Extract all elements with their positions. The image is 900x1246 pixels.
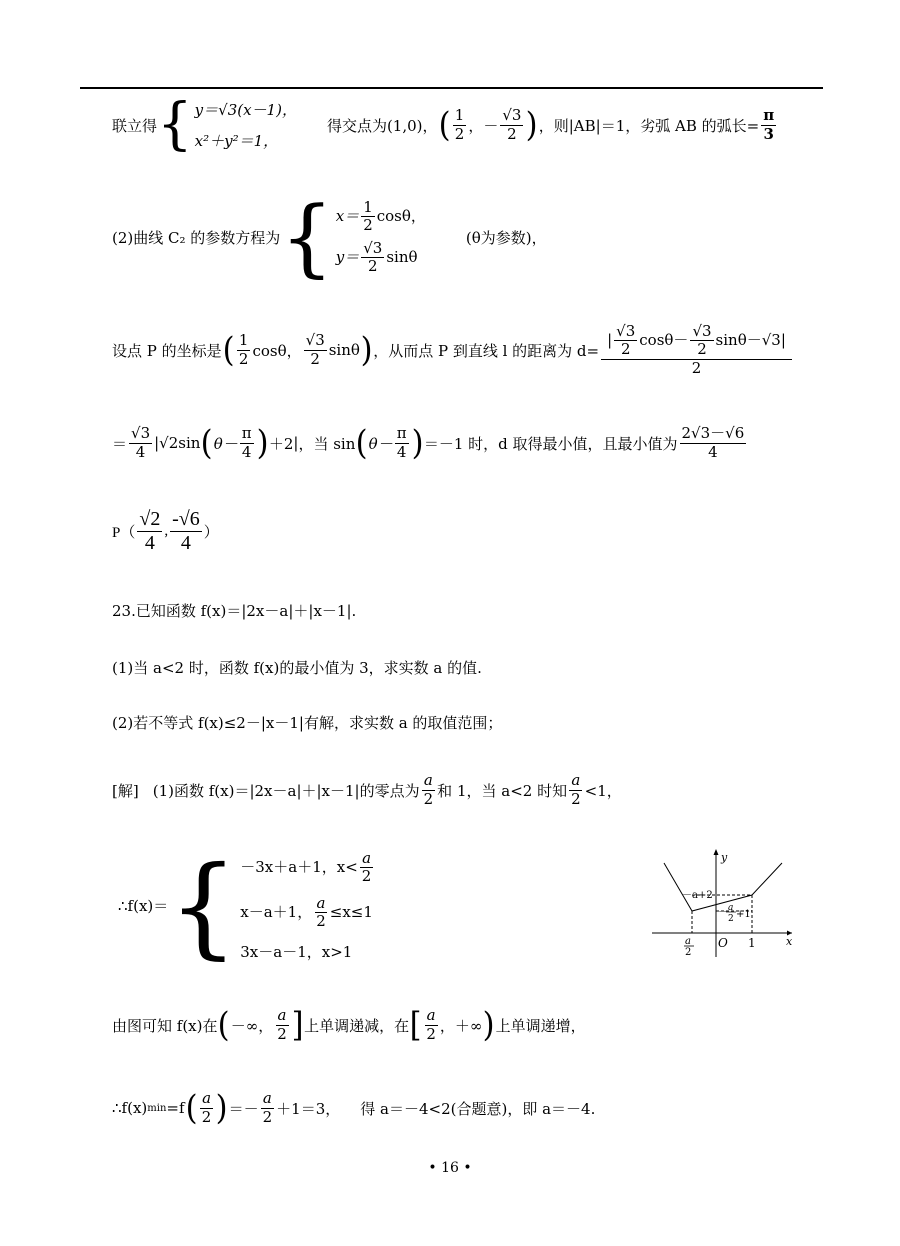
point-x: $\frac{1}{2}$ — [454, 106, 465, 143]
svg-text:1: 1 — [748, 936, 756, 950]
circle-equation: x²＋y²＝1， — [194, 132, 279, 150]
point-p-result: P（ $\frac{√2}{4}$ , $\frac{-√6}{4}$ ） — [112, 507, 219, 554]
system-equations: { y＝√3(x－1)， x²＋y²＝1， — [157, 92, 297, 157]
svg-text:a: a — [728, 903, 734, 913]
svg-text:+1: +1 — [736, 909, 751, 920]
arc-length: $\frac{\pi}{3}$ — [763, 106, 775, 143]
min-condition-text: ＝－1 时，d 取得最小值，且最小值为 — [423, 434, 678, 453]
monotonic-line: 由图可知 f(x)在 ( －∞， $\frac{a}{2}$ ] 上单调递减，在 [ $\frac{a}{2}$ ，＋∞ ) 上单调递增， — [112, 1005, 586, 1045]
solution-tag: [解] — [112, 781, 139, 800]
param-system: { x＝ $\frac{1}{2}$ cosθ， y＝ $\frac{√3}{2}$ sinθ — [280, 188, 426, 286]
problem-23-part2: (2)若不等式 f(x)≤2－|x－1|有解，求实数 a 的取值范围； — [112, 714, 503, 732]
piecewise-function: ∴f(x)＝ { －3x＋a＋1，x< $\frac{a}{2}$ x－a＋1， $\frac{a}{2}$ ≤x≤1 3x－a－1，x>1 — [118, 841, 373, 970]
problem-23-part1: (1)当 a<2 时，函数 f(x)的最小值为 3，求实数 a 的值. — [112, 659, 482, 677]
svg-text:O: O — [718, 936, 728, 950]
graph-curve — [664, 863, 782, 911]
point-p-label: 设点 P 的坐标是 — [112, 341, 222, 360]
problem-23: 23.已知函数 f(x)＝|2x－a|＋|x－1|. — [112, 602, 357, 620]
svg-text:2: 2 — [685, 947, 692, 958]
page-number: • 16 • — [428, 1160, 472, 1176]
svg-text:x: x — [786, 935, 793, 948]
svg-text:y: y — [721, 851, 728, 864]
param-eq-line — [112, 188, 547, 286]
intersection-line: 联立得 { y＝√3(x－1)， x²＋y²＝1， 得交点为(1,0)， ( $\frac{1}{2}$ ， － $\frac{√3}{2}$ ) ，则|AB|＝1，劣弧 AB 的弧长= $\frac{\pi}{3}$ — [112, 92, 775, 157]
svg-text:2: 2 — [728, 914, 734, 924]
svg-text:－: － — [718, 907, 728, 918]
intersection-text: 得交点为(1,0)， — [326, 116, 438, 135]
line-equation: y＝√3(x－1)， — [194, 101, 297, 119]
svg-text:－a+2: －a+2 — [682, 890, 713, 901]
solution-line: [解] (1)函数 f(x)＝|2x－a|＋|x－1|的零点为 $\frac{a}{2}$ 和 1，当 a<2 时知 $\frac{a}{2}$ <1， — [112, 771, 622, 808]
param-note: (θ为参数)， — [465, 228, 547, 247]
lianli-label: 联立得 — [112, 116, 158, 135]
min-value: $\frac{2√3-√6}{4}$ — [681, 424, 745, 461]
header-rule — [80, 87, 823, 89]
distance-simplify-line: ＝ $\frac{√3}{4}$ |√2 sin ( θ－ $\frac{\pi}{4}$ ) ＋2 | ，当 sin ( θ－ $\frac{\pi}{4}$ ) ＝－1 时，d 取得最小值，且最小值为 $\frac{2√3-√6}{4}$ — [112, 423, 745, 463]
distance-formula: | $\frac{√3}{2}$ cosθ－ $\frac{√3}{2}$ sinθ－√3| 2 — [601, 323, 792, 377]
curve-c2-label: (2)曲线 C₂ 的参数方程为 — [112, 228, 281, 247]
arc-text: ，则|AB|＝1，劣弧 AB 的弧长= — [538, 116, 760, 135]
final-result-line: ∴f(x) min =f ( $\frac{a}{2}$ ) ＝－ $\frac{a}{2}$ ＋1＝3， 得 a＝－4<2(合题意)，即 a＝－4. — [112, 1088, 596, 1128]
function-graph — [648, 845, 798, 960]
point-y: $\frac{√3}{2}$ — [502, 106, 522, 143]
distance-line: 设点 P 的坐标是 ( $\frac{1}{2}$ cosθ， $\frac{√3}{2}$ sinθ ) ，从而点 P 到直线 l 的距离为 d= | $\frac{√3}{2}$ cosθ－ $\frac{√3}{2}$ sinθ－√3| 2 — [112, 318, 794, 382]
distance-text: ，从而点 P 到直线 l 的距离为 d= — [373, 341, 600, 360]
svg-text:a: a — [685, 936, 691, 947]
